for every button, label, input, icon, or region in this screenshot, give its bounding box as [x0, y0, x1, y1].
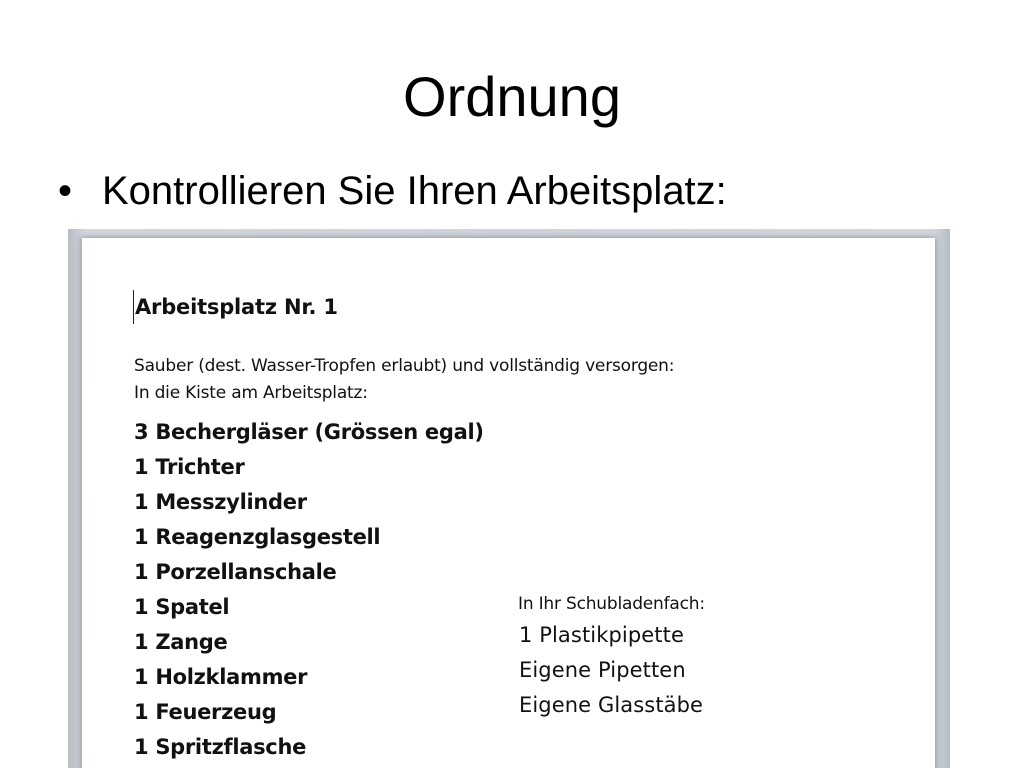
list-item: 1 Reagenzglasgestell — [134, 525, 381, 549]
text-cursor — [133, 290, 134, 324]
bullet-item — [58, 164, 727, 218]
document-page — [82, 238, 935, 768]
list-item: 1 Feuerzeug — [134, 700, 277, 724]
instruction-line-2: In die Kiste am Arbeitsplatz: — [134, 383, 368, 403]
list-item: 1 Spatel — [134, 595, 230, 619]
list-item: 1 Zange — [134, 630, 228, 654]
list-item: 1 Spritzflasche — [134, 735, 307, 759]
list-item: 1 Porzellanschale — [134, 560, 337, 584]
list-item: Eigene Pipetten — [519, 658, 686, 682]
drawer-items-list — [519, 618, 703, 723]
list-item: 1 Holzklammer — [134, 665, 308, 689]
bullet-marker: • — [58, 169, 73, 213]
box-items-list — [134, 415, 484, 765]
list-item: 3 Bechergläser (Grössen egal) — [134, 420, 484, 444]
list-item: 1 Trichter — [134, 455, 245, 479]
bullet-text: Kontrollieren Sie Ihren Arbeitsplatz: — [102, 169, 727, 213]
document-heading: Arbeitsplatz Nr. 1 — [135, 295, 338, 319]
document-screenshot — [68, 229, 950, 768]
slide-title: Ordnung — [403, 65, 621, 128]
list-item: 1 Messzylinder — [134, 490, 307, 514]
list-item: 1 Plastikpipette — [519, 623, 684, 647]
list-item: Eigene Glasstäbe — [519, 693, 704, 717]
drawer-label: In Ihr Schubladenfach: — [518, 594, 705, 614]
instruction-line-1: Sauber (dest. Wasser-Tropfen erlaubt) und vollständig versorgen: — [134, 356, 675, 376]
